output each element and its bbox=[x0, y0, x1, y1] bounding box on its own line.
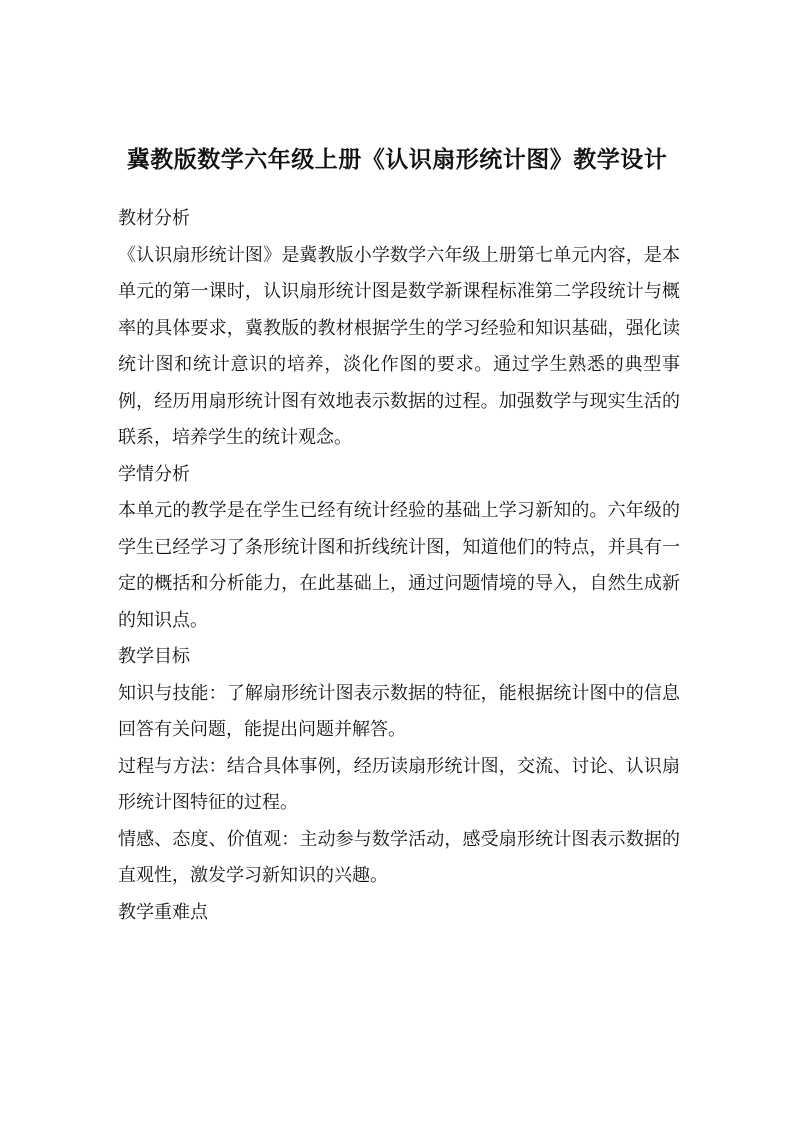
paragraph-student-analysis: 本单元的教学是在学生已经有统计经验的基础上学习新知的。六年级的学生已经学习了条形统计图和折线统计图，知道他们的特点，并具有一定的概括和分析能力，在此基础上，通过问题情境的导入，自然生成新的知识点。 bbox=[118, 500, 680, 631]
paragraph-goal-knowledge-skills: 知识与技能：了解扇形统计图表示数据的特征，能根据统计图中的信息回答有关问题，能提出问题并解答。 bbox=[118, 682, 680, 740]
paragraph-goal-process-methods: 过程与方法：结合具体事例，经历读扇形统计图，交流、讨论、认识扇形统计图特征的过程。 bbox=[118, 755, 680, 813]
section-heading-key-difficult-points: 教学重难点 bbox=[118, 901, 208, 923]
section-heading-student-analysis: 学情分析 bbox=[118, 463, 190, 485]
paragraph-goal-attitude-values: 情感、态度、价值观：主动参与数学活动，感受扇形统计图表示数据的直观性，激发学习新知识的兴趣。 bbox=[118, 828, 680, 886]
section-heading-textbook-analysis: 教材分析 bbox=[118, 208, 190, 229]
document-body bbox=[118, 201, 680, 931]
paragraph-textbook-analysis: 《认识扇形统计图》是冀教版小学数学六年级上册第七单元内容，是本单元的第一课时，认识扇形统计图是数学新课程标准第二学段统计与概率的具体要求，冀教版的教材根据学生的学习经验和知识基础，强化读统计图和统计意识的培养，淡化作图的要求。通过学生熟悉的典型事例，经历用扇形统计图有效地表示数据的过程。加强数学与现实生活的联系，培养学生的统计观念。 bbox=[118, 244, 680, 448]
section-heading-teaching-goals: 教学目标 bbox=[118, 646, 190, 667]
document-title: 冀教版数学六年级上册《认识扇形统计图》教学设计 bbox=[126, 146, 668, 173]
